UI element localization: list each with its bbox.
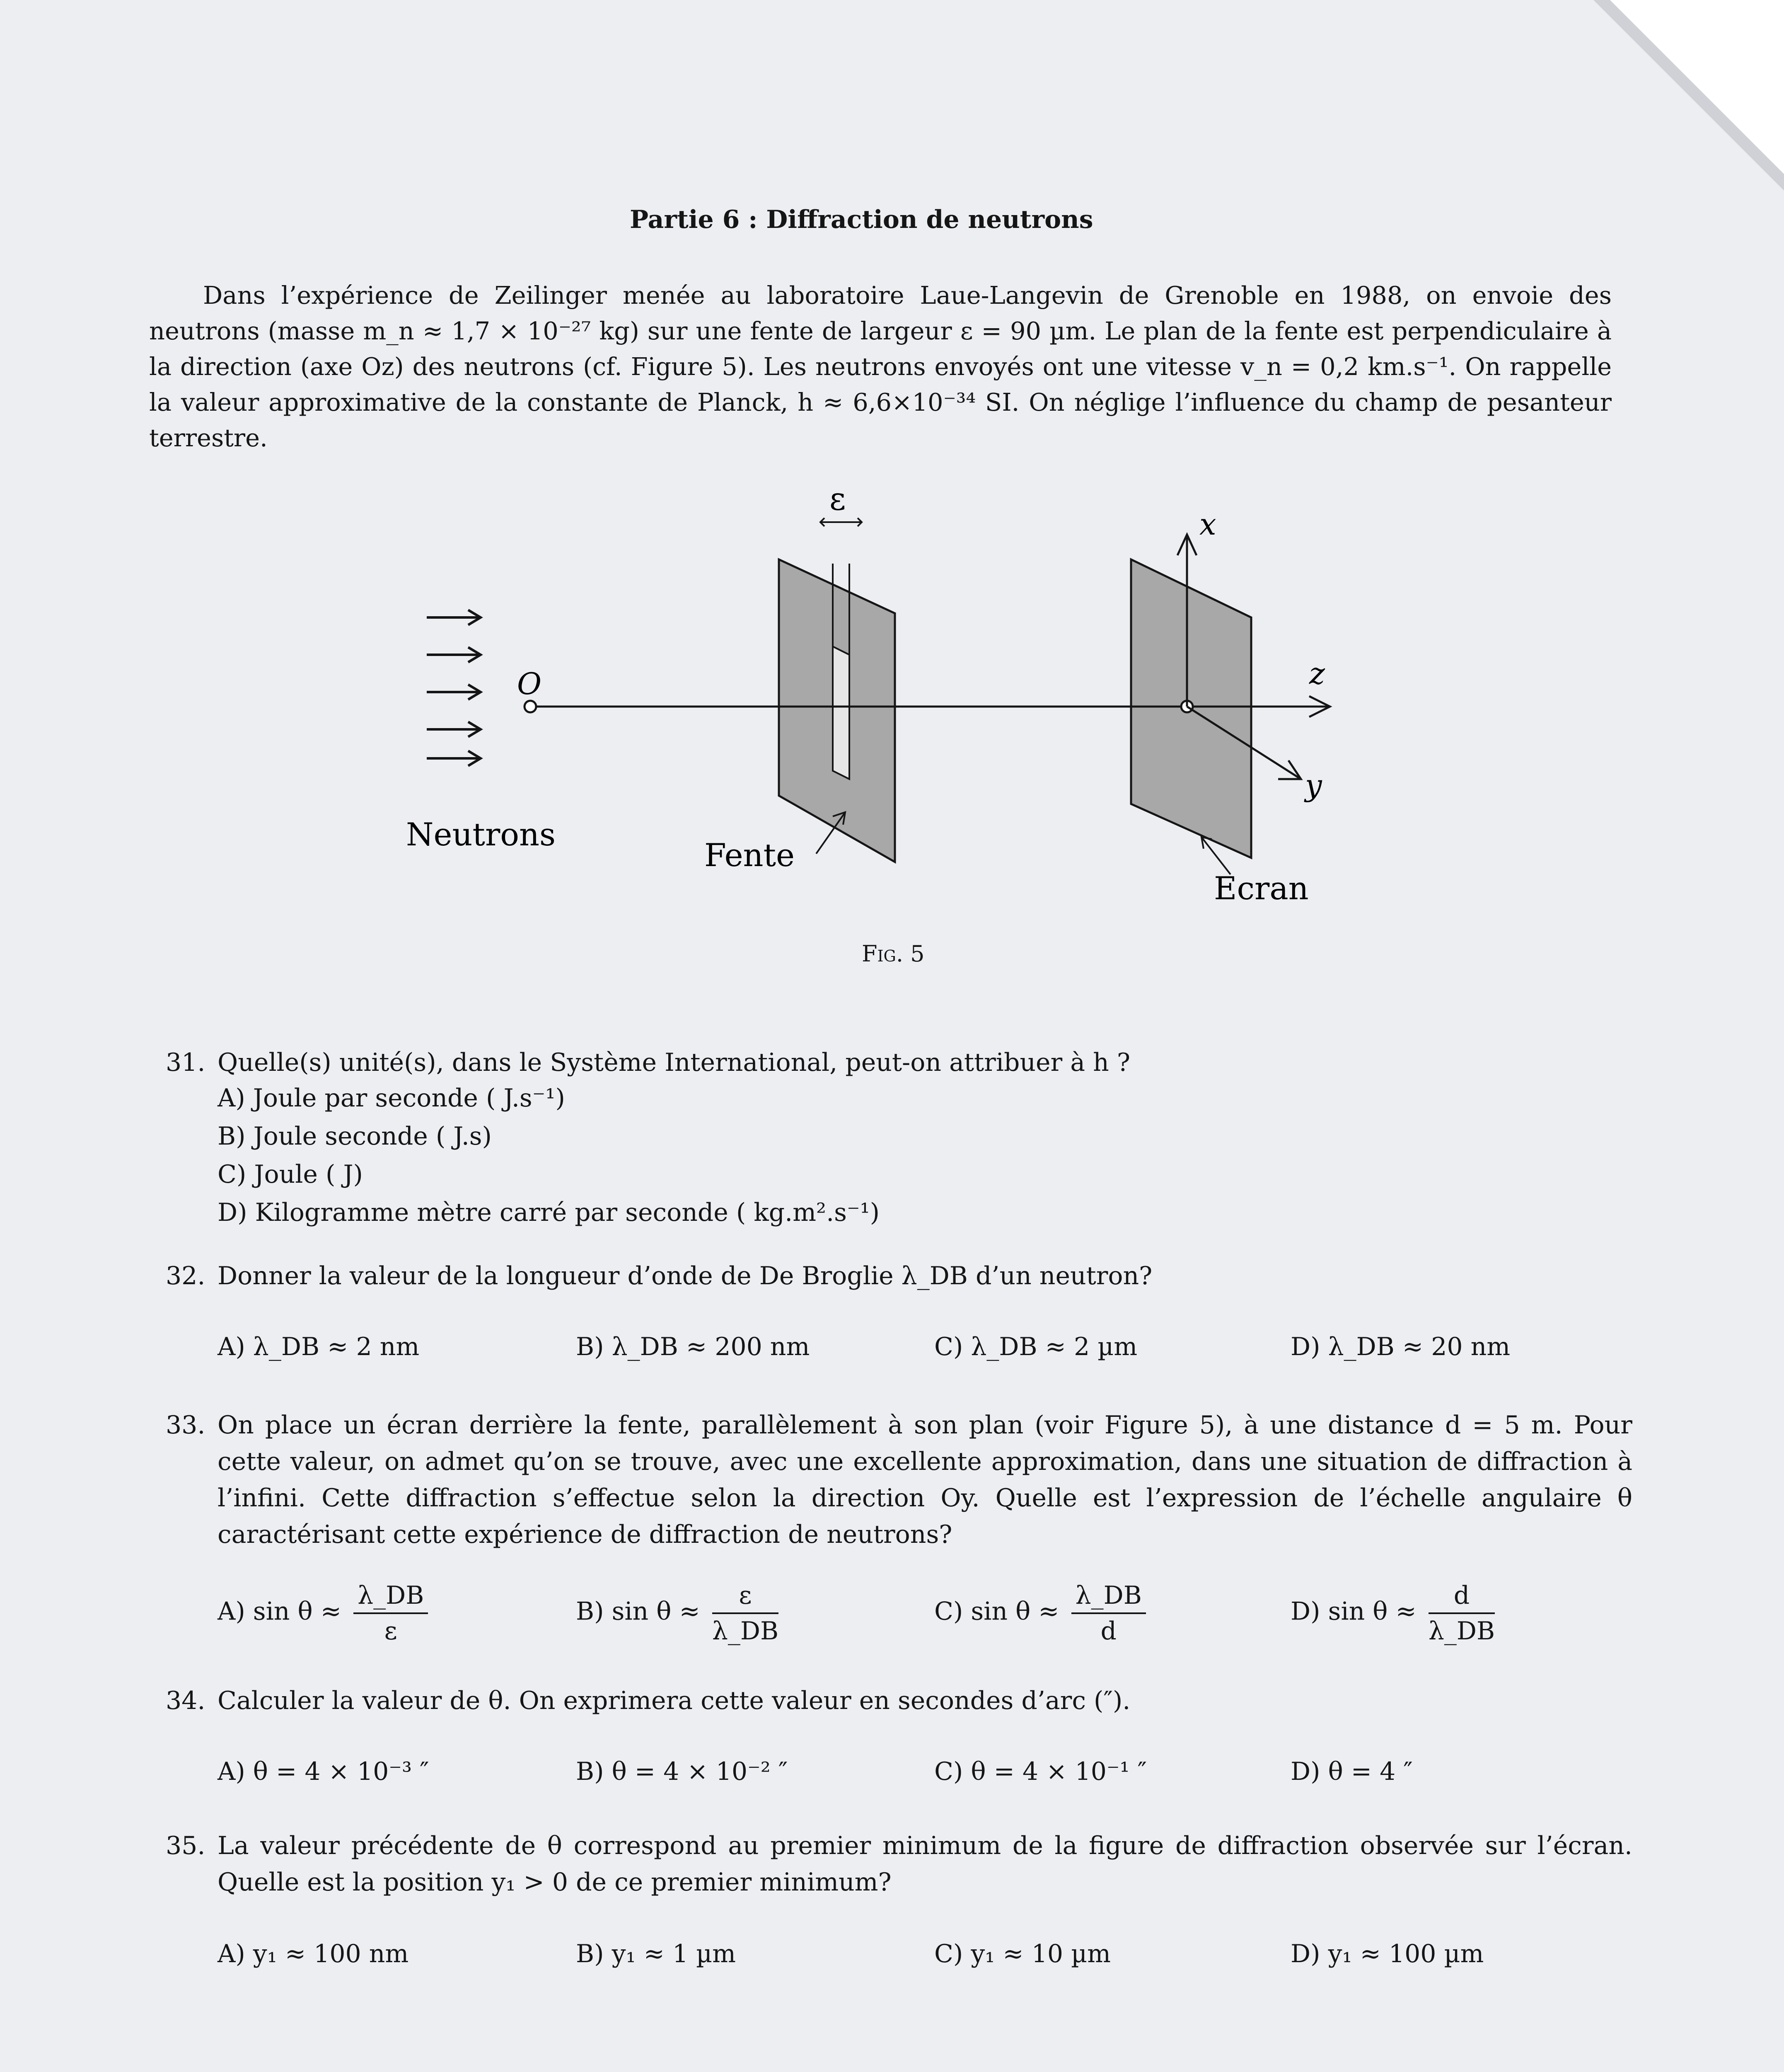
option-c: C) λ_DB ≈ 2 µm (934, 1332, 1138, 1361)
option-c: C) Joule ( J) (218, 1160, 363, 1189)
figure-caption: Fig. 5 (862, 941, 925, 967)
option-d (1291, 1581, 1495, 1646)
option-c (934, 1581, 1146, 1646)
label-fente: Fente (704, 837, 795, 874)
option-d: D) λ_DB ≈ 20 nm (1291, 1332, 1511, 1361)
denominator: λ_DB (712, 1617, 779, 1646)
numerator: λ_DB (353, 1581, 428, 1614)
question-text: Quelle(s) unité(s), dans le Système International, peut-on attribuer à h ? (218, 1048, 1131, 1077)
question-text: Donner la valeur de la longueur d’onde de De Broglie λ_DB d’un neutron? (218, 1261, 1153, 1290)
question-32 (166, 1258, 1632, 1294)
option-b: B) θ = 4 × 10⁻² ″ (576, 1757, 788, 1786)
question-33 (166, 1407, 1632, 1553)
option-d: D) θ = 4 ″ (1291, 1757, 1413, 1786)
question-number: 33. (166, 1411, 205, 1440)
question-34 (166, 1682, 1632, 1719)
label-origin: O (517, 666, 542, 701)
numerator: ε (712, 1581, 778, 1614)
question-number: 32. (166, 1261, 205, 1290)
label-epsilon: ε (829, 489, 846, 517)
intro-text: Dans l’expérience de Zeilinger menée au laboratoire Laue-Langevin de Grenoble en 1988, on envoie des neutrons (masse m_n ≈ 1,7 × 10⁻²⁷ kg) sur une fente de largeur ε = 90 µm. Le plan de la fente est perpendiculaire à la direction (axe Oz) des neutrons (cf. Figure 5). Les neutrons envoyés ont une vitesse v_n = 0,2 km.s⁻¹. On rappelle la valeur approximative de la constante de Planck, h ≈ 6,6×10⁻³⁴ SI. On néglige l’influence du champ de pesanteur terrestre. (149, 281, 1612, 452)
label-ecran: Ecran (1214, 870, 1309, 903)
option-d: D) Kilogramme mètre carré par seconde ( kg.m².s⁻¹) (218, 1198, 880, 1227)
option-prefix: B) sin θ ≈ (576, 1597, 700, 1626)
origin-point (525, 701, 536, 712)
question-number: 31. (166, 1048, 205, 1077)
question-text: On place un écran derrière la fente, parallèlement à son plan (voir Figure 5), à une distance d = 5 m. Pour cette valeur, on admet qu’on se trouve, avec une excellente approximation, dans une situation de diffraction à l’infini. Cette diffraction s’effectue selon la direction Oy. Quelle est l’expression de l’échelle angulaire θ caractérisant cette expérience de diffraction de neutrons? (218, 1411, 1632, 1549)
denominator: d (1100, 1617, 1117, 1646)
option-a: A) y₁ ≈ 100 nm (218, 1939, 409, 1968)
numerator: λ_DB (1071, 1581, 1146, 1614)
figure-5 (406, 489, 1380, 903)
option-b: B) λ_DB ≈ 200 nm (576, 1332, 810, 1361)
option-c: C) θ = 4 × 10⁻¹ ″ (934, 1757, 1147, 1786)
slit-opening (833, 646, 849, 779)
option-a (218, 1581, 428, 1646)
option-c: C) y₁ ≈ 10 µm (934, 1939, 1111, 1968)
label-neutrons: Neutrons (406, 816, 556, 853)
incident-arrows (427, 610, 481, 766)
question-text: La valeur précédente de θ correspond au premier minimum de la figure de diffraction observée sur l’écran. Quelle est la position y₁ > 0 de ce premier minimum? (218, 1831, 1632, 1897)
question-31 (166, 1044, 1632, 1081)
intro-paragraph (149, 278, 1612, 456)
label-y: y (1305, 768, 1322, 803)
option-b (576, 1581, 778, 1646)
fraction (712, 1581, 778, 1646)
denominator: λ_DB (1428, 1617, 1495, 1646)
option-d: D) y₁ ≈ 100 µm (1291, 1939, 1484, 1968)
fraction (1429, 1581, 1495, 1646)
denominator: ε (384, 1617, 397, 1646)
option-a: A) Joule par seconde ( J.s⁻¹) (218, 1084, 565, 1113)
folded-corner (1610, 0, 1784, 174)
part-title: Partie 6 : Diffraction de neutrons (630, 205, 1093, 234)
numerator: d (1429, 1581, 1495, 1614)
question-text: Calculer la valeur de θ. On exprimera cette valeur en secondes d’arc (″). (218, 1686, 1131, 1715)
question-number: 34. (166, 1686, 205, 1715)
option-prefix: A) sin θ ≈ (218, 1597, 341, 1626)
option-prefix: C) sin θ ≈ (934, 1597, 1059, 1626)
question-31-options (218, 1084, 1626, 1236)
option-prefix: D) sin θ ≈ (1291, 1597, 1417, 1626)
option-b: B) y₁ ≈ 1 µm (576, 1939, 736, 1968)
option-a: A) θ = 4 × 10⁻³ ″ (218, 1757, 429, 1786)
label-z: z (1309, 656, 1325, 691)
fraction (353, 1581, 428, 1646)
question-number: 35. (166, 1831, 205, 1860)
option-a: A) λ_DB ≈ 2 nm (218, 1332, 420, 1361)
question-35 (166, 1828, 1632, 1900)
fraction (1071, 1581, 1146, 1646)
option-b: B) Joule seconde ( J.s) (218, 1122, 492, 1151)
label-x: x (1199, 507, 1216, 542)
